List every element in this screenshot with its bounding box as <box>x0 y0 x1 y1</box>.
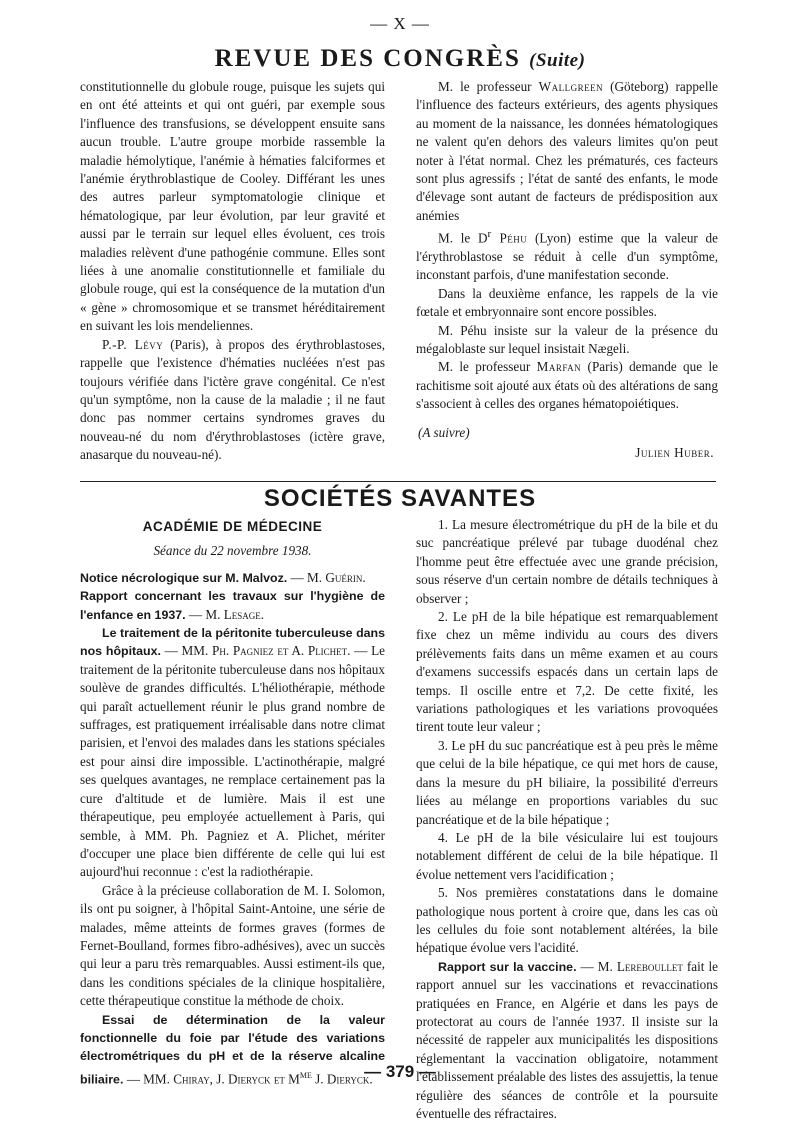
running-title-text: REVUE DES CONGRÈS <box>214 45 521 72</box>
entry-title: Rapport concernant les travaux sur l'hygiène de l'enfance en 1937. <box>80 589 385 622</box>
notice-entry <box>80 624 385 882</box>
to-be-continued: (A suivre) <box>418 424 470 440</box>
right-column-bottom <box>416 516 718 1123</box>
running-title-suite: (Suite) <box>529 50 586 71</box>
paragraph <box>416 78 718 225</box>
left-column-top <box>80 78 385 465</box>
left-column-bottom <box>80 516 385 1089</box>
notice-entry <box>80 587 385 624</box>
entry-dash: — MM. <box>160 643 212 659</box>
author-name: Wallgreen <box>538 79 604 94</box>
paragraph <box>416 358 718 413</box>
continuation-row <box>416 424 718 462</box>
author-name: Péhu <box>491 230 528 246</box>
section-divider <box>80 481 716 482</box>
entry-title: Notice nécrologique sur M. Malvoz. <box>80 570 288 585</box>
signature: Julien Huber. <box>635 444 714 460</box>
paragraph: constitutionnelle du globule rouge, puisque les sujets qui en ont été atteints et qui ont guéri, par exemple sous l'influence des transfusions, se développent ensuite sans aucun trouble. L'autre groupe morbide rassemble la maladie hémolytique, l'anémie à hématies falciformes et l'anémie érythroblastique de Cooley. Différant les unes des autres parleur symptomatologie clinique et hématologique, par leur évolution, par leur gravité et aussi par le terrain sur lequel elles évoluent, ces trois maladies relèvent d'une pathogénie commune. Elles sont liées à une anomalie constitutionnelle et familiale du globule rouge, qui est la conséquence de la mutation d'un « gène » chromosomique et se transmet héréditairement en suivant les lois mendeliennes. <box>80 79 385 334</box>
numbered-item: 2. Le pH de la bile hépatique est remarquablement fixe chez un même individu au cours des divers prélèvements faits dans un même examen et au cours d'examens successifs espacés dans un certain laps de temps. Il oscille entre et 7,2. De cette fixité, les variations pathologiques et les variations provoquées tirent toute leur valeur ; <box>416 609 718 735</box>
author-name: Lereboullet <box>616 958 683 974</box>
paragraph-text: (Paris) demande que le rachitisme soit ajouté aux états où des altérations de sang s'associent à celles des organes hématopoiétiques. <box>416 359 718 412</box>
entry-dash: — MM. <box>123 1071 174 1087</box>
paragraph-text: M. le professeur <box>438 79 539 94</box>
paragraph-text: (Lyon) estime que la valeur de l'érythroblastose se réduit à celle d'un symptôme, inconstant parfois, d'une manifestation seconde. <box>416 230 718 283</box>
entry-title: Rapport sur la vaccine. <box>438 959 577 974</box>
author-name: Guérin. <box>325 569 366 585</box>
numbered-item: 5. Nos premières constatations dans le domaine pathologique nous portent à croire que, dans les cas où les cellules du foie sont notablement altérées, la bile hépatique évolue vers l'acidité. <box>416 885 718 956</box>
running-title <box>0 44 800 76</box>
academy-heading: ACADÉMIE DE MÉDECINE <box>142 519 323 534</box>
entry-dash: — M. <box>287 569 326 585</box>
superscript: r <box>487 228 492 241</box>
notice-entry <box>416 958 718 1124</box>
session-date: Séance du 22 novembre 1938. <box>153 543 312 559</box>
paragraph-text: M. le professeur <box>438 359 537 375</box>
section-title: SOCIÉTÉS SAVANTES <box>263 485 537 512</box>
entry-dash: — M. <box>576 958 617 974</box>
author-name: Lesage. <box>223 606 265 622</box>
author-name: Ph. Pagniez et A. Plichet. <box>212 643 351 659</box>
entry-text: — Le traitement de la péritonite tuberculeuse dans nos hôpitaux soulève de grandes difficultés. L'héliothérapie, méthode qui paraît actuellement réunir le plus grand nombre de suffrages, est pratiquement irréalisable dans notre climat parisien, et l'envoi des malades dans les stations spéciales est pour ainsi dire impossible. L'actinothérapie, malgré ses quelques avantages, ne remplace certainement pas la cure d'altitude et de lumière. Mais il est une thérapeutique, peu employée actuellement à Paris, qui semble, à MM. Ph. Pagniez et A. Plichet, mériter d'occuper une place bien différente de celle qui lui est aujourd'hui reconnue : c'est la radiothérapie. <box>80 643 385 880</box>
author-name: Chiray, J. Dieryck et M <box>173 1071 300 1087</box>
page-roman-numeral: — X — <box>370 14 430 33</box>
page-number: — 379 — <box>364 1062 436 1081</box>
numbered-item: 1. La mesure électrométrique du pH de la bile et du suc pancréatique prélevé par tubage duodénal chez l'homme peut être effectuée avec une grande précision, sous réserve d'un certain nombre de détails techniques à observer ; <box>416 517 718 606</box>
author-name: Marfan <box>536 359 582 375</box>
paragraph-text: (Göteborg) rappelle l'influence des facteurs extérieurs, des agents physiques au moment de la naissance, les données hématologiques ne valent qu'en dehors des valeurs limites qu'on peut noter à l'état normal. Chez les prématurés, ces facteurs sont plus agressifs ; l'état de santé des enfants, le mode d'élevage sont autant de facteurs de prédisposition aux anémies <box>416 79 718 223</box>
entry-title: Le traitement de la péritonite tuberculeuse dans nos hôpitaux. <box>80 626 385 659</box>
entry-title: Essai de détermination de la valeur fonctionnelle du foie par l'étude des variations électrométriques du pH et de la réserve alcaline biliaire. <box>80 1012 385 1087</box>
paragraph-text: (Paris), à propos des érythroblastoses, rappelle que l'existence d'hématies nucléées n'est pas toujours vérifiée dans l'ictère grave congénital. Ce n'est qu'un symptôme, non la cause de la maladie ; il ne faut donc pas nommer certains syndromes graves du nouveau-né du nom d'érythroblastoses (ictère grave, anasarque du nouveau-né). <box>80 336 385 463</box>
numbered-item: 3. Le pH du suc pancréatique est à peu près le même que celui de la bile hépatique, ce qui met hors de cause, dans la mesure du pH biliaire, la possibilité d'erreurs liées au mélange en proportions variables du suc pancréatique et de la bile hépatique ; <box>416 737 718 827</box>
paragraph: Dans la deuxième enfance, les rappels de la vie fœtale et embryonnaire sont encore possibles. <box>416 285 718 320</box>
right-column-top <box>416 78 718 462</box>
numbered-item: 4. Le pH de la bile vésiculaire lui est toujours notablement différent de celui de la bile hépatique. Il évolue nettement vers l'acidification ; <box>416 829 718 882</box>
paragraph: M. Péhu insiste sur la valeur de la présence du mégaloblaste sur lequel insistait Nægeli. <box>416 322 718 357</box>
paragraph: Grâce à la précieuse collaboration de M. I. Solomon, ils ont pu soigner, à l'hôpital Saint-Antoine, une série de malades, même atteints de formes graves (formes de Fernet-Boulland, formes fibro-adhésives), avec un succès qui leur a paru très remarquables. Aussi estiment-ils que, dans les conditions spéciales de la clinique hospitalière, cette thérapeutique constitue la méthode de choix. <box>80 882 385 1009</box>
paragraph-text: M. le D <box>438 230 488 246</box>
entry-text: fait le rapport annuel sur les vaccinations et revaccinations pratiquées en France, en Algérie et dans les pays de protectorat au cours de l'année 1937. Il insiste sur la nécessité de rappeler aux municipalités les dispositions réglementant la vaccination obligatoire, notamment l'établissement préalable des listes des assujettis, la tenue régulière des séances de contrôle et la poursuite éventuelle des réfractaires. <box>416 958 718 1121</box>
superscript: me <box>299 1068 312 1081</box>
author-name: P.-P. Lévy <box>102 336 164 352</box>
author-name: J. Dieryck. <box>311 1071 373 1087</box>
notice-entry <box>80 569 385 587</box>
entry-dash: — M. <box>185 606 224 622</box>
paragraph <box>80 336 385 465</box>
paragraph <box>416 225 718 285</box>
